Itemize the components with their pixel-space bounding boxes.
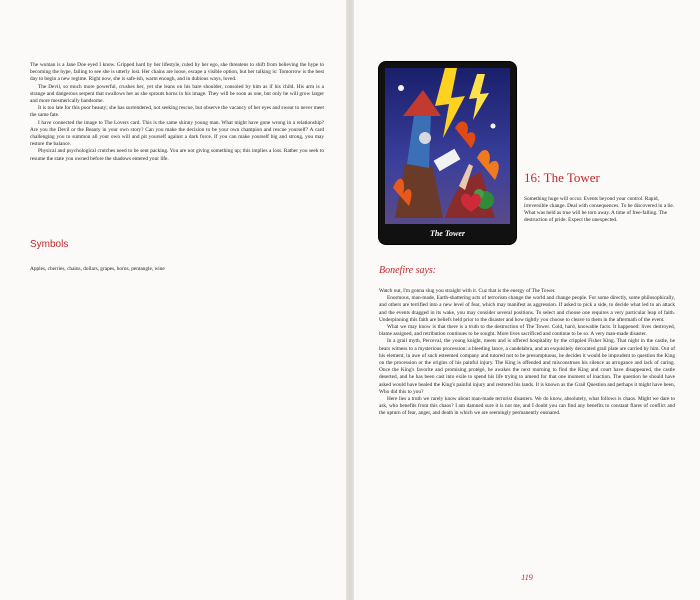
card-heading: 16: The Tower <box>524 170 600 185</box>
paragraph: In a grail myth, Perceval, the young knight, meets and is offered hospitality by the crippled Fisher King. That night in the castle, he bears witness to a mysterious procession: a bleeding lance, a candelabra, and an exquisitely decorated grail plate are carried by him. Out of his element, in awe of such esteemed company and tutored not to be presumptuous, he decides it would be imprudent to question the King on the procession or the origins of his painful injury. The King is offended and misconstrues his silence as arrogance and lack of caring. Once the King's favorite and promising protégé, he awakes the next morning to find the King and court have disappeared, the castle deserted, and he has been cast into exile to spend his life trying to amend for that one moment of inaction. The question he should have asked would have healed the King's painful injury and restored his lands. It is known as the Grail Question and perhaps it might have been, Who did this to you? <box>379 338 675 395</box>
paragraph: It is too late for this poor beauty; she has surrendered, not seeking rescue, but observe the vacancy of her eyes and swear to never meet the same fate. <box>30 105 324 119</box>
paragraph: Watch out, I'm gonna slug you straight with it. Cuz that is the energy of The Tower. <box>379 288 556 294</box>
paragraph: What we may know is that there is a truth to the destruction of The Tower. Cold, hard, knowable facts. It happened: lives destroyed, blame assigned, and retribution continues to be sought. More lives sacrificed and continue to be so. A very man-made disaster. <box>379 324 675 338</box>
left-page <box>0 0 346 600</box>
paragraph: Physical and psychological crutches need to be sent packing. You are not giving something up; this implies a loss. Rather you seek to resume the state you owned before the shadows entered your life. <box>30 148 324 162</box>
symbols-text: Apples, cherries, chains, dollars, grapes, horns, pentangle, wine <box>30 266 165 272</box>
right-body-text <box>379 288 675 418</box>
paragraph: Here lies a truth we rarely know about man-made terrorist disasters. We do know, absolutely, what follows is chaos. Might we dare to ask, who benefits from this chaos? I am damned sure it is not me, and I doubt you can find any benefits to constant flares of conflict and the upturn of fear, anger, and death in which we are seemingly permanently ensnared. <box>379 396 675 417</box>
tarot-card <box>379 62 516 244</box>
right-page <box>354 0 700 600</box>
card-title: The Tower <box>429 229 466 238</box>
paragraph: Enormous, man-made, Earth-shattering acts of terrorism change the world and change people. For some directly, some philosophically, and others are terrified into a new level of fear, which may manifest as aggression. If asked to pick a side, to decide what led to an attack and the events dragged in its wake, you may consider several positions. To select and choose one requires a very particular leap of faith. Underpinning this faith are beliefs held prior to the disaster and how tightly you choose to cleave to them in the aftermath of the event. <box>379 295 675 323</box>
left-body-text <box>30 62 324 163</box>
tower-card-illustration <box>385 68 510 224</box>
card-summary: Something huge will occur. Events beyond your control. Rapid, irreversible change. Deal with consequences. To be discovered in a lie. What was held as true will be torn away. A time of free-falling. The destruction of pride. Expect the unexpected. <box>524 196 674 223</box>
book-gutter <box>346 0 354 600</box>
symbols-heading: Symbols <box>30 239 69 250</box>
paragraph: The woman is a Jane Doe eyed I know. Gripped hard by her lifestyle, ruled by her ego, she threatens to shift from believing the hype to becoming the hype, failing to see she is utterly lost. Her chains are loose, escape a visible option, but her talking is: Tomorrow is the best day to begin a new regime. Right now, she is safe-ish, warm enough, and in dubious ways, loved. <box>30 62 324 83</box>
bonefire-heading: Bonefire says: <box>379 265 437 276</box>
page-number: 119 <box>521 573 533 582</box>
paragraph: The Devil, so much more powerful, crushes her, yet she leans on his bare shoulder, consoled by him as if his child. His arm is a strange and dangerous serpent that swallows her as she sprouts horns in his image. They will be soon as one, but only he will grow larger and more mesmerically handsome. <box>30 83 324 105</box>
paragraph: I have connected the image to The Lovers card. This is the same skinny young man. What might have gone wrong in a relationship? Are you the Devil or the Beauty in your own story? Can you make the decision to be your own champion and rescue yourself? A card challenging you to summon all your own will and pit yourself against a dark force. If you can make yourself big and strong, you may restore the balance. <box>30 119 324 148</box>
